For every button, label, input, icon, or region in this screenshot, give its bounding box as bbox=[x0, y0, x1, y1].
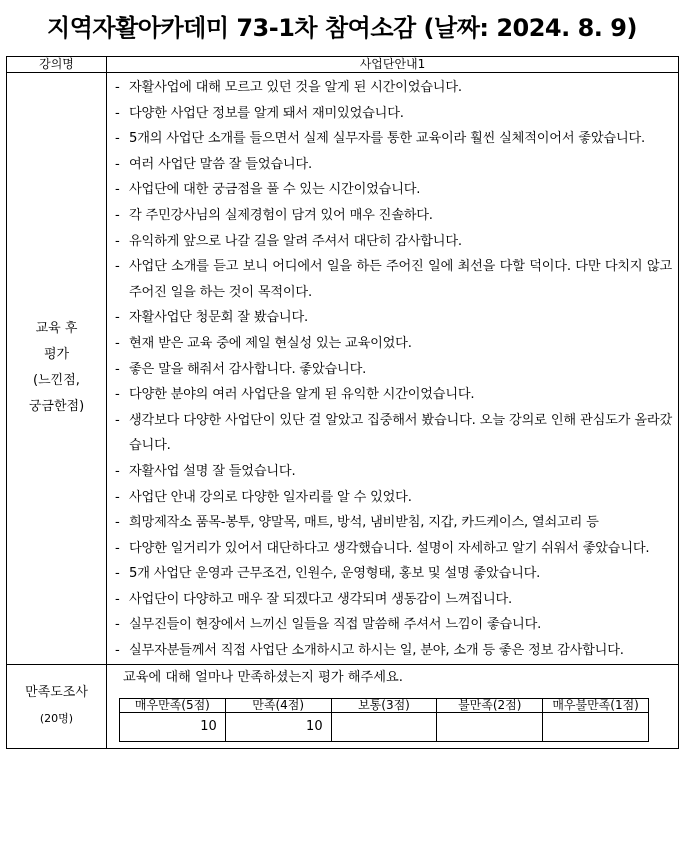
feedback-item: - 자활사업 설명 잘 들었습니다. bbox=[115, 459, 672, 485]
header-lecture-title: 사업단안내1 bbox=[107, 57, 679, 73]
survey-count: (20명) bbox=[39, 712, 74, 726]
feedback-item: - 여러 사업단 말씀 잘 들었습니다. bbox=[115, 152, 672, 178]
feedback-item: - 5개 사업단 운영과 근무조건, 인원수, 운영형태, 홍보 및 설명 좋았습니다. bbox=[115, 561, 672, 587]
rating-table bbox=[119, 698, 649, 742]
rating-header: 매우만족(5점) bbox=[120, 698, 226, 712]
feedback-label bbox=[7, 73, 107, 665]
feedback-item: - 유익하게 앞으로 나갈 길을 알려 주셔서 대단히 감사합니다. bbox=[115, 229, 672, 255]
survey-cell bbox=[107, 664, 679, 748]
survey-question: 교육에 대해 얼마나 만족하셨는지 평가 해주세요. bbox=[123, 669, 403, 685]
feedback-item: - 희망제작소 품목-봉투, 양말목, 매트, 방석, 냄비받침, 지갑, 카드케이스, 열쇠고리 등 bbox=[115, 510, 672, 536]
feedback-item: - 생각보다 다양한 사업단이 있단 걸 알았고 집중해서 봤습니다. 오늘 강의로 인해 관심도가 올라갔습니다. bbox=[115, 408, 672, 459]
survey-table bbox=[6, 56, 679, 749]
feedback-item: - 실무자분들께서 직접 사업단 소개하시고 하시는 일, 분야, 소개 등 좋은 정보 감사합니다. bbox=[115, 638, 672, 664]
feedback-item: - 실무진들이 현장에서 느끼신 일들을 직접 말씀해 주셔서 느낌이 좋습니다. bbox=[115, 612, 672, 638]
feedback-item: - 다양한 사업단 정보를 알게 돼서 재미있었습니다. bbox=[115, 101, 672, 127]
feedback-item: - 5개의 사업단 소개를 들으면서 실제 실무자를 통한 교육이라 훨씬 실체적이어서 좋았습니다. bbox=[115, 126, 672, 152]
feedback-item: - 자활사업에 대해 모르고 있던 것을 알게 된 시간이었습니다. bbox=[115, 75, 672, 101]
rating-value bbox=[543, 712, 649, 741]
page-title: 지역자활아카데미 73-1차 참여소감 (날짜: 2024. 8. 9) bbox=[47, 14, 637, 42]
rating-header: 불만족(2점) bbox=[437, 698, 543, 712]
feedback-item: - 사업단 소개를 듣고 보니 어디에서 일을 하든 주어진 일에 최선을 다할 덕이다. 다만 다치지 않고 주어진 일을 하는 것이 목적이다. bbox=[115, 254, 672, 305]
feedback-item: - 사업단이 다양하고 매우 잘 되겠다고 생각되며 생동감이 느껴집니다. bbox=[115, 587, 672, 613]
rating-value bbox=[331, 712, 437, 741]
feedback-item: - 좋은 말을 해줘서 감사합니다. 좋았습니다. bbox=[115, 357, 672, 383]
feedback-item: - 다양한 분야의 여러 사업단을 알게 된 유익한 시간이었습니다. bbox=[115, 382, 672, 408]
feedback-item: - 다양한 일거리가 있어서 대단하다고 생각했습니다. 설명이 자세하고 알기 쉬워서 좋았습니다. bbox=[115, 536, 672, 562]
rating-header: 만족(4점) bbox=[225, 698, 331, 712]
feedback-label-line: (느낀점, bbox=[33, 373, 80, 389]
feedback-item: - 사업단에 대한 궁금점을 풀 수 있는 시간이었습니다. bbox=[115, 177, 672, 203]
rating-value: 10 bbox=[120, 712, 226, 741]
feedback-list bbox=[107, 73, 678, 664]
header-lecture-name: 강의명 bbox=[7, 57, 107, 73]
rating-value bbox=[437, 712, 543, 741]
survey-label-text: 만족도조사 bbox=[25, 685, 88, 701]
survey-label bbox=[7, 664, 107, 748]
feedback-label-line: 궁금한점) bbox=[28, 399, 85, 415]
feedback-cell bbox=[107, 73, 679, 665]
feedback-item: - 사업단 안내 강의로 다양한 일자리를 알 수 있었다. bbox=[115, 485, 672, 511]
feedback-label-line: 평가 bbox=[43, 347, 70, 363]
feedback-item: - 각 주민강사님의 실제경험이 담겨 있어 매우 진솔하다. bbox=[115, 203, 672, 229]
rating-value: 10 bbox=[225, 712, 331, 741]
feedback-item: - 현재 받은 교육 중에 제일 현실성 있는 교육이었다. bbox=[115, 331, 672, 357]
rating-header: 매우불만족(1점) bbox=[543, 698, 649, 712]
feedback-item: - 자활사업단 청문회 잘 봤습니다. bbox=[115, 305, 672, 331]
rating-header: 보통(3점) bbox=[331, 698, 437, 712]
feedback-label-line: 교육 후 bbox=[35, 321, 78, 337]
